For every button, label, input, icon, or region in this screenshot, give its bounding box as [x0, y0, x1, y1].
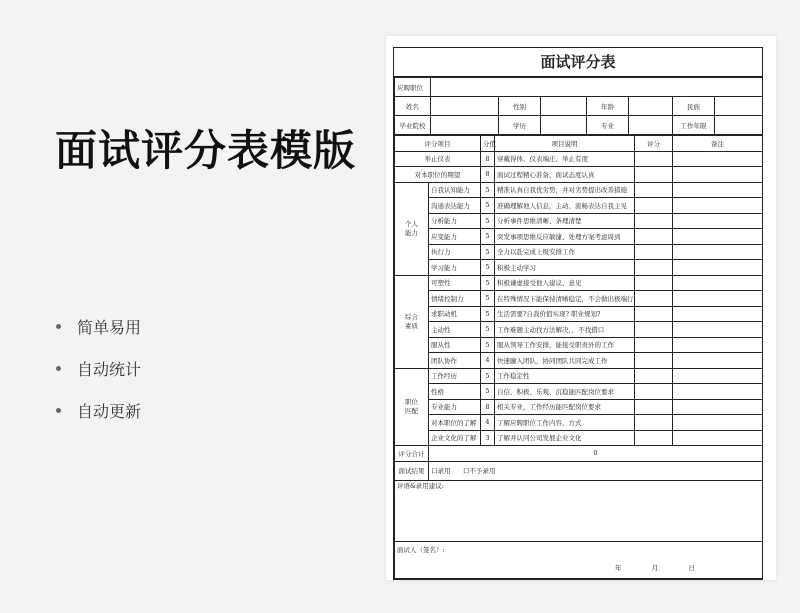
evaluation-label: 评语&录用建议: [397, 481, 444, 490]
item-desc: 精准认真自我优劣势，并对劣势提出改善措施 [495, 182, 635, 198]
rating-cell[interactable] [635, 306, 673, 322]
rating-cell[interactable] [635, 322, 673, 338]
remark-cell[interactable] [673, 213, 763, 229]
header-score: 分值 [481, 136, 495, 152]
table-row [395, 244, 763, 260]
item-desc: 服从领导工作安排，能接受职责外的工作 [495, 337, 635, 353]
table-row [395, 151, 763, 167]
table-row [395, 213, 763, 229]
item-score: 3 [481, 430, 495, 446]
bullet-icon [56, 408, 61, 413]
item-desc: 工作难题主动找方法解决，，不找借口 [495, 322, 635, 338]
item-desc: 面试过程精心准备，面试态度认真 [495, 167, 635, 183]
item-name: 学习能力 [429, 260, 481, 276]
item-score: 5 [481, 229, 495, 245]
table-row [395, 353, 763, 369]
item-name: 团队协作 [429, 353, 481, 369]
table-row [395, 291, 763, 307]
item-desc: 工作稳定性 [495, 368, 635, 384]
form-title: 面试评分表 [394, 48, 762, 77]
table-row [395, 229, 763, 245]
rating-cell[interactable] [635, 182, 673, 198]
table-row [395, 322, 763, 338]
table-row [395, 182, 763, 198]
item-name: 求职动机 [429, 306, 481, 322]
item-score: 8 [481, 399, 495, 415]
item-name: 可塑性 [429, 275, 481, 291]
gender-value[interactable] [541, 97, 587, 116]
header-item: 评分项目 [395, 136, 481, 152]
item-desc: 积极主动学习 [495, 260, 635, 276]
table-row [395, 337, 763, 353]
item-desc: 自信、积极、乐观、沉稳能匹配岗位要求 [495, 384, 635, 400]
item-score: 5 [481, 322, 495, 338]
header-rating: 评分 [635, 136, 673, 152]
result-options [429, 461, 763, 480]
remark-cell[interactable] [673, 229, 763, 245]
remark-cell[interactable] [673, 151, 763, 167]
bullet-icon [56, 324, 61, 329]
date-month: 月 [651, 563, 659, 572]
rating-cell[interactable] [635, 353, 673, 369]
years-label: 工作年限 [673, 116, 715, 135]
rating-cell[interactable] [635, 167, 673, 183]
item-score: 5 [481, 337, 495, 353]
item-score: 5 [481, 260, 495, 276]
item-name: 性格 [429, 384, 481, 400]
remark-cell[interactable] [673, 322, 763, 338]
item-desc: 相关专业，工作经历能匹配岗位要求 [495, 399, 635, 415]
rating-cell[interactable] [635, 337, 673, 353]
date-day: 日 [688, 563, 695, 572]
rating-cell[interactable] [635, 244, 673, 260]
table-row [395, 384, 763, 400]
group-name: 个人 能力 [395, 182, 429, 275]
remark-cell[interactable] [673, 182, 763, 198]
remark-cell[interactable] [673, 399, 763, 415]
remark-cell[interactable] [673, 337, 763, 353]
ethnicity-label: 民族 [673, 97, 715, 116]
header-remark: 备注 [673, 136, 763, 152]
position-label: 应聘职位 [395, 78, 431, 97]
reject-checkbox[interactable]: 口不予录用 [462, 467, 496, 475]
remark-cell[interactable] [673, 167, 763, 183]
feature-list [56, 315, 141, 441]
item-name: 企业文化的了解 [429, 430, 481, 446]
item-desc: 了解应聘职位工作内容、方式 [495, 415, 635, 431]
gender-label: 性别 [499, 97, 541, 116]
item-name: 工作经历 [429, 368, 481, 384]
item-desc: 生活需要?自我价值实现? 职业规划? [495, 306, 635, 322]
item-name: 主动性 [429, 322, 481, 338]
item-name: 服从性 [429, 337, 481, 353]
item-score: 5 [481, 182, 495, 198]
item-score: 5 [481, 213, 495, 229]
item-score: 4 [481, 415, 495, 431]
remark-cell[interactable] [673, 198, 763, 214]
table-row [395, 415, 763, 431]
rating-cell[interactable] [635, 229, 673, 245]
score-groups [395, 182, 763, 446]
item-score: 5 [481, 368, 495, 384]
position-value[interactable] [431, 78, 763, 97]
score-table [394, 135, 763, 579]
date-line [397, 563, 760, 572]
item-desc: 积极谦虚接受他人建议、意见 [495, 275, 635, 291]
feature-label: 简单易用 [77, 317, 142, 337]
table-row [395, 306, 763, 322]
table-row [395, 399, 763, 415]
table-row [395, 275, 763, 291]
remark-cell[interactable] [673, 260, 763, 276]
group-name: 综合 素质 [395, 275, 429, 368]
age-label: 年龄 [587, 97, 629, 116]
applicant-info-table [394, 77, 763, 135]
item-name: 专业能力 [429, 399, 481, 415]
group-name: 职位 匹配 [395, 368, 429, 446]
interview-score-form [393, 47, 763, 580]
item-name: 自我认知能力 [429, 182, 481, 198]
total-value: 0 [429, 446, 763, 462]
remark-cell[interactable] [673, 430, 763, 446]
major-value[interactable] [629, 116, 673, 135]
item-desc: 突发事项思维反应敏捷、处理方案考虑周到 [495, 229, 635, 245]
rating-cell[interactable] [635, 415, 673, 431]
degree-value[interactable] [541, 116, 587, 135]
school-value[interactable] [431, 116, 499, 135]
feature-label: 自动统计 [77, 359, 142, 379]
item-score: 8 [481, 167, 495, 183]
total-label: 评分合计 [395, 446, 429, 462]
major-label: 专业 [587, 116, 629, 135]
item-desc: 了解并认同公司发展企业文化 [495, 430, 635, 446]
signature-box[interactable] [395, 541, 763, 578]
rating-cell[interactable] [635, 260, 673, 276]
item-score: 8 [481, 151, 495, 167]
table-row [395, 368, 763, 384]
rating-cell[interactable] [635, 368, 673, 384]
school-label: 毕业院校 [395, 116, 431, 135]
rating-cell[interactable] [635, 275, 673, 291]
ethnicity-value[interactable] [715, 97, 763, 116]
table-row [395, 430, 763, 446]
item-name: 情绪控制力 [429, 291, 481, 307]
remark-cell[interactable] [673, 306, 763, 322]
item-name: 执行力 [429, 244, 481, 260]
remark-cell[interactable] [673, 368, 763, 384]
evaluation-box[interactable] [395, 480, 763, 541]
item-name: 举止仪表 [395, 151, 481, 167]
remark-cell[interactable] [673, 415, 763, 431]
table-row [395, 167, 763, 183]
item-score: 5 [481, 306, 495, 322]
remark-cell[interactable] [673, 275, 763, 291]
item-score: 5 [481, 275, 495, 291]
date-year: 年 [615, 563, 622, 572]
item-name: 对本职位的了解 [429, 415, 481, 431]
item-desc: 全力以赴完成上级安排工作 [495, 244, 635, 260]
rating-cell[interactable] [635, 213, 673, 229]
remark-cell[interactable] [673, 291, 763, 307]
remark-cell[interactable] [673, 244, 763, 260]
table-row [395, 260, 763, 276]
item-desc: 穿戴得体、仪表端庄、举止有度 [495, 151, 635, 167]
age-value[interactable] [629, 97, 673, 116]
item-desc: 快速融入团队，协同团队共同完成工作 [495, 353, 635, 369]
bullet-icon [56, 366, 61, 371]
name-label: 姓名 [395, 97, 431, 116]
page-headline: 面试评分表模版 [55, 126, 357, 175]
item-name: 应变能力 [429, 229, 481, 245]
item-score: 5 [481, 384, 495, 400]
remark-cell[interactable] [673, 384, 763, 400]
rating-cell[interactable] [635, 291, 673, 307]
feature-item [56, 315, 141, 337]
name-value[interactable] [431, 97, 499, 116]
item-desc: 在特殊情况下能保持清晰稳定，不会做出极端行 [495, 291, 635, 307]
item-name: 对本职位的期望 [395, 167, 481, 183]
rating-cell[interactable] [635, 151, 673, 167]
feature-item [56, 399, 141, 421]
item-name: 分析能力 [429, 213, 481, 229]
rating-cell[interactable] [635, 430, 673, 446]
feature-label: 自动更新 [77, 401, 142, 421]
result-label: 面试结果 [395, 461, 429, 480]
item-score: 5 [481, 198, 495, 214]
item-score: 4 [481, 353, 495, 369]
rating-cell[interactable] [635, 384, 673, 400]
years-value[interactable] [715, 116, 763, 135]
rating-cell[interactable] [635, 198, 673, 214]
hire-checkbox[interactable]: 口录用 [431, 467, 451, 475]
signer-label: 面试人（签名）: [397, 545, 445, 554]
rating-cell[interactable] [635, 399, 673, 415]
item-desc: 准确理解他人信息，主动、流畅表达自我主见 [495, 198, 635, 214]
item-score: 5 [481, 244, 495, 260]
remark-cell[interactable] [673, 353, 763, 369]
degree-label: 学历 [499, 116, 541, 135]
item-score: 5 [481, 291, 495, 307]
header-desc: 项目说明 [495, 136, 635, 152]
table-row [395, 198, 763, 214]
item-desc: 分析事件思维清晰、条理清楚 [495, 213, 635, 229]
item-name: 沟通表达能力 [429, 198, 481, 214]
feature-item [56, 357, 141, 379]
